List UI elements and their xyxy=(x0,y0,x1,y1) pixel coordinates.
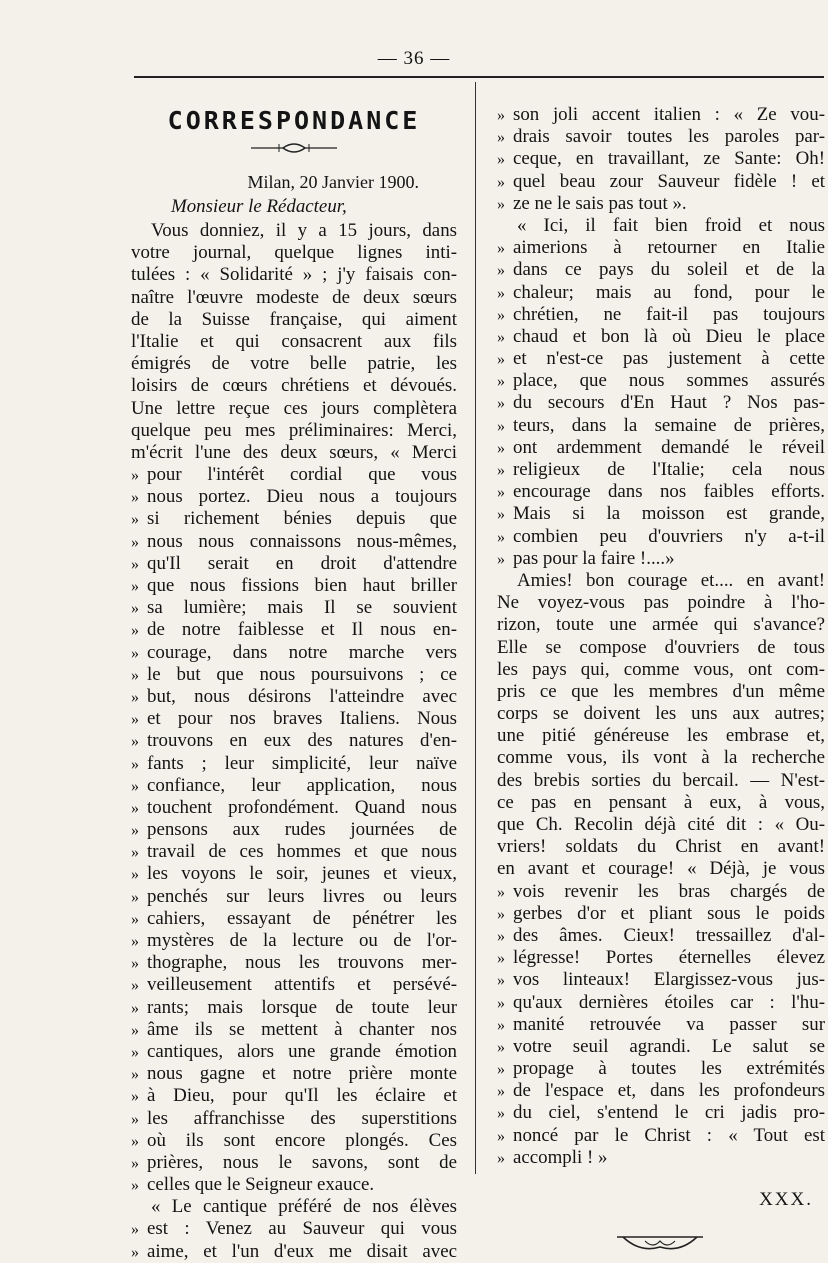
quote-mark: » xyxy=(131,777,139,795)
text-line xyxy=(131,1108,457,1130)
line-text: veilleusement attentifs et persévé- xyxy=(147,974,457,996)
text-line xyxy=(131,398,457,420)
line-text: légresse! Portes éternelles élevez xyxy=(513,947,825,969)
text-line xyxy=(131,420,457,442)
text-line xyxy=(131,375,457,397)
text-line xyxy=(131,442,457,464)
text-line xyxy=(131,309,457,331)
quote-mark: » xyxy=(497,173,505,191)
line-text: chaud et bon là où Dieu le place xyxy=(513,325,825,347)
text-line xyxy=(497,348,825,370)
quote-mark: » xyxy=(131,666,139,684)
line-text: cantiques, alors une grande émotion xyxy=(147,1040,457,1062)
text-line xyxy=(497,1036,825,1058)
quote-mark: » xyxy=(497,195,505,213)
line-text: penchés sur leurs livres ou leurs xyxy=(147,885,457,907)
text-line xyxy=(497,792,825,814)
quote-mark: » xyxy=(497,129,505,147)
line-text: les voyons le soir, jeunes et vieux, xyxy=(147,863,457,885)
quote-mark: » xyxy=(497,240,505,258)
text-line xyxy=(131,775,457,797)
text-line xyxy=(131,686,457,708)
text-line xyxy=(497,148,825,170)
quote-mark: » xyxy=(131,822,139,840)
quote-mark: » xyxy=(497,905,505,923)
quote-mark: » xyxy=(131,555,139,573)
text-line xyxy=(497,104,825,126)
line-text: ont ardemment demandé le réveil xyxy=(513,436,825,458)
quote-mark: » xyxy=(497,1038,505,1056)
line-text: travail de ces hommes et que nous xyxy=(147,841,457,863)
line-text: Une lettre reçue ces jours complètera xyxy=(131,397,457,419)
line-text: une pitié généreuse les embrase et, xyxy=(497,725,825,747)
text-line xyxy=(131,575,457,597)
quote-mark: » xyxy=(497,1127,505,1145)
dateline: Milan, 20 Janvier 1900. xyxy=(247,172,419,192)
text-line xyxy=(131,974,457,996)
line-text: de la Suisse française, qui aiment xyxy=(131,308,457,330)
line-text: pour l'intérêt cordial que vous xyxy=(147,464,457,486)
line-text: m'écrit l'une des deux sœurs, « Merci xyxy=(131,441,457,463)
text-line xyxy=(497,526,825,548)
text-line xyxy=(131,997,457,1019)
quote-mark: » xyxy=(497,1016,505,1034)
line-text: pensons aux rudes journées de xyxy=(147,819,457,841)
quote-mark: » xyxy=(497,439,505,457)
line-text: votre seuil agrandi. Le salut se xyxy=(513,1035,825,1057)
text-line xyxy=(497,614,825,636)
text-line xyxy=(131,1063,457,1085)
text-line xyxy=(497,747,825,769)
text-line xyxy=(131,1196,457,1218)
text-line xyxy=(497,659,825,681)
text-line xyxy=(497,326,825,348)
quote-mark: » xyxy=(131,600,139,618)
text-line xyxy=(131,797,457,819)
line-text: corps se doivent les uns aux autres; xyxy=(497,703,825,725)
text-line xyxy=(131,1019,457,1041)
line-text: celles que le Seigneur exauce. xyxy=(147,1174,375,1196)
heading-ornament xyxy=(131,138,457,164)
quote-mark: » xyxy=(497,883,505,901)
line-text: prières, nous le savons, sont de xyxy=(147,1151,457,1173)
left-body-text xyxy=(131,220,457,1263)
quote-mark: » xyxy=(131,1221,139,1239)
quote-mark: » xyxy=(497,1105,505,1123)
line-text: vos linteaux! Elargissez-vous jus- xyxy=(513,969,825,991)
line-text: âme ils se mettent à chanter nos xyxy=(147,1018,457,1040)
quote-mark: » xyxy=(131,1110,139,1128)
text-line xyxy=(497,1125,825,1147)
line-text: « Le cantique préféré de nos élèves xyxy=(151,1196,457,1218)
quote-mark: » xyxy=(131,644,139,662)
text-line xyxy=(497,415,825,437)
line-text: manité retrouvée va passer sur xyxy=(513,1013,825,1035)
quote-mark: » xyxy=(131,977,139,995)
quote-mark: » xyxy=(497,528,505,546)
header-rule xyxy=(134,76,824,78)
quote-mark: » xyxy=(131,578,139,595)
right-body-text xyxy=(497,104,825,1169)
text-line xyxy=(497,171,825,193)
text-line xyxy=(497,193,825,215)
quote-mark: » xyxy=(497,506,505,524)
text-line xyxy=(497,969,825,991)
text-line xyxy=(497,836,825,858)
line-text: Ne voyez-vous pas poindre à l'ho- xyxy=(497,592,825,614)
text-line xyxy=(131,508,457,530)
text-line xyxy=(497,437,825,459)
text-line xyxy=(131,753,457,775)
quote-mark: » xyxy=(131,688,139,706)
line-text: aimerions à retourner en Italie xyxy=(513,237,825,259)
text-line xyxy=(497,925,825,947)
line-text: ze ne le sais pas tout ». xyxy=(513,192,687,214)
quote-mark: » xyxy=(497,550,505,568)
text-line xyxy=(497,637,825,659)
quote-mark: » xyxy=(131,1088,139,1106)
text-line xyxy=(131,819,457,841)
text-line xyxy=(131,242,457,264)
text-line xyxy=(497,282,825,304)
line-text: accompli ! » xyxy=(513,1146,608,1168)
quote-mark: » xyxy=(131,999,139,1017)
line-text: fants ; leur simplicité, leur naïve xyxy=(147,752,457,774)
text-line xyxy=(131,863,457,885)
line-text: vriers! soldats du Christ en avant! xyxy=(497,836,825,858)
text-line xyxy=(131,730,457,752)
article-heading: CORRESPONDANCE xyxy=(167,106,421,135)
line-text: mystères de la lecture ou de l'or- xyxy=(147,930,457,951)
quote-mark: » xyxy=(131,467,139,485)
line-text: des brebis sorties du bercail. — N'est- xyxy=(497,769,825,791)
line-text: propage à toutes les extrémités xyxy=(513,1058,825,1080)
text-line xyxy=(131,553,457,575)
text-line xyxy=(497,770,825,792)
text-line xyxy=(131,464,457,486)
quote-mark: » xyxy=(131,1132,139,1150)
quote-mark: » xyxy=(497,462,505,479)
line-text: les pays qui, comme vous, ont com- xyxy=(497,658,825,680)
text-line xyxy=(497,548,825,570)
quote-mark: » xyxy=(497,972,505,990)
line-text: de l'espace et, dans les profondeurs xyxy=(513,1080,825,1102)
quote-mark: » xyxy=(131,533,139,551)
line-text: combien peu d'ouvriers n'y a-t-il xyxy=(513,525,825,547)
quote-mark: » xyxy=(497,1083,505,1101)
quote-mark: » xyxy=(131,1154,139,1172)
quote-mark: » xyxy=(131,622,139,640)
quote-mark: » xyxy=(131,1066,139,1084)
line-text: Elle se compose d'ouvriers de tous xyxy=(497,636,825,658)
text-line xyxy=(497,814,825,836)
quote-mark: » xyxy=(131,888,139,906)
text-line xyxy=(497,237,825,259)
quote-mark: » xyxy=(131,1043,139,1061)
right-column xyxy=(497,104,825,1257)
quote-mark: » xyxy=(131,910,139,928)
text-line xyxy=(131,220,457,242)
text-line xyxy=(497,570,825,592)
quote-mark: » xyxy=(131,933,139,950)
text-line xyxy=(131,264,457,286)
line-text: dans ce pays du soleil et de la xyxy=(513,259,825,281)
text-line xyxy=(497,215,825,237)
line-text: Vous donniez, il y a 15 jours, dans xyxy=(151,220,457,241)
text-line xyxy=(497,370,825,392)
text-line xyxy=(497,1058,825,1080)
text-line xyxy=(497,503,825,525)
line-text: vois revenir les bras chargés de xyxy=(513,880,825,902)
quote-mark: » xyxy=(497,151,505,169)
text-line xyxy=(131,1174,457,1196)
quote-mark: » xyxy=(131,1021,139,1039)
text-line xyxy=(497,725,825,747)
quote-mark: » xyxy=(131,711,139,729)
line-text: but, nous désirons l'atteindre avec xyxy=(147,685,457,707)
quote-mark: » xyxy=(497,1061,505,1079)
line-text: ce pas en pensant à eux, à vous, xyxy=(497,791,825,813)
line-text: nous nous connaissons nous-mêmes, xyxy=(147,530,457,552)
quote-mark: » xyxy=(497,284,505,302)
line-text: naître l'œuvre modeste de deux sœurs xyxy=(131,286,457,308)
line-text: votre journal, quelque lignes inti- xyxy=(131,242,457,264)
text-line xyxy=(131,708,457,730)
quote-mark: » xyxy=(497,1149,505,1167)
text-line xyxy=(131,1152,457,1174)
line-text: thographe, nous les trouvons mer- xyxy=(147,952,457,974)
line-text: pris ce que les membres d'un même xyxy=(497,680,825,702)
line-text: encourage dans nos faibles efforts. xyxy=(513,481,825,503)
line-text: chrétien, ne fait-il pas toujours xyxy=(513,303,825,325)
line-text: nous gagne et notre prière monte xyxy=(147,1063,457,1085)
quote-mark: » xyxy=(497,351,505,369)
line-text: quel beau zour Sauveur fidèle ! et xyxy=(513,170,825,192)
text-line xyxy=(497,947,825,969)
text-line xyxy=(497,304,825,326)
quote-mark: » xyxy=(497,306,505,324)
text-line xyxy=(497,1102,825,1124)
line-text: nous portez. Dieu nous a toujours xyxy=(147,486,457,508)
left-column xyxy=(131,104,457,1263)
text-line xyxy=(131,1130,457,1152)
line-text: rants; mais lorsque de toute leur xyxy=(147,996,457,1018)
quote-mark: » xyxy=(497,373,505,391)
text-line xyxy=(497,259,825,281)
line-text: qu'aux dernières étoiles car : l'hu- xyxy=(513,991,825,1013)
text-line xyxy=(131,531,457,553)
quote-mark: » xyxy=(131,755,139,773)
line-text: de notre faiblesse et Il nous en- xyxy=(147,619,457,641)
line-text: gerbes d'or et pliant sous le poids xyxy=(513,902,825,924)
line-text: son joli accent italien : « Ze vou- xyxy=(513,104,825,125)
quote-mark: » xyxy=(497,994,505,1012)
line-text: Amies! bon courage et.... en avant! xyxy=(517,569,825,591)
quote-mark: » xyxy=(131,1243,139,1261)
line-text: le but que nous poursuivons ; ce xyxy=(147,663,457,685)
line-text: loisirs de cœurs chrétiens et dévoués. xyxy=(131,375,457,397)
text-line xyxy=(131,886,457,908)
quote-mark: » xyxy=(497,107,505,124)
text-line xyxy=(497,481,825,503)
line-text: aime, et l'un d'eux me disait avec xyxy=(147,1240,457,1262)
line-text: comme vous, ils vont à la recherche xyxy=(497,747,825,769)
quote-mark: » xyxy=(131,866,139,884)
line-text: pas pour la faire !....» xyxy=(513,547,675,569)
text-line xyxy=(131,287,457,309)
line-text: émigrés de votre belle patrie, les xyxy=(131,353,457,375)
quote-mark: » xyxy=(497,395,505,413)
text-line xyxy=(131,1241,457,1263)
quote-mark: » xyxy=(497,484,505,502)
text-line xyxy=(497,992,825,1014)
line-text: place, que nous sommes assurés xyxy=(513,370,825,392)
text-line xyxy=(131,331,457,353)
line-text: en avant et courage! « Déjà, je vous xyxy=(497,858,825,880)
quote-mark: » xyxy=(131,799,139,817)
line-text: ceque, en travaillant, ze Sante: Oh! xyxy=(513,148,825,170)
text-line xyxy=(497,126,825,148)
line-text: confiance, leur application, nous xyxy=(147,774,457,796)
line-text: et pour nos braves Italiens. Nous xyxy=(147,708,457,730)
text-line xyxy=(131,486,457,508)
text-line xyxy=(497,459,825,481)
quote-mark: » xyxy=(497,950,505,968)
closing-ornament xyxy=(497,1231,825,1257)
quote-mark: » xyxy=(131,1177,139,1195)
line-text: tulées : « Solidarité » ; j'y faisais con- xyxy=(131,264,457,286)
line-text: des âmes. Cieux! tressaillez d'al- xyxy=(513,924,825,946)
text-line xyxy=(497,703,825,725)
line-text: Mais si la moisson est grande, xyxy=(513,503,825,525)
line-text: que nous fissions bien haut briller xyxy=(147,575,457,596)
line-text: touchent profondément. Quand nous xyxy=(147,796,457,818)
column-divider xyxy=(475,82,476,1174)
text-line xyxy=(131,1041,457,1063)
quote-mark: » xyxy=(497,417,505,435)
text-line xyxy=(497,858,825,880)
line-text: noncé par le Christ : « Tout est xyxy=(513,1124,825,1146)
text-line xyxy=(131,1218,457,1240)
line-text: à Dieu, pour qu'Il les éclaire et xyxy=(147,1085,457,1107)
line-text: « Ici, il fait bien froid et nous xyxy=(517,214,825,236)
line-text: du ciel, s'entend le cri jadis pro- xyxy=(513,1102,825,1124)
text-line xyxy=(497,1080,825,1102)
page-number: — 36 — xyxy=(377,48,451,69)
quote-mark: » xyxy=(497,262,505,280)
text-line xyxy=(131,1085,457,1107)
line-text: qu'Il serait en droit d'attendre xyxy=(147,552,457,574)
line-text: religieux de l'Italie; cela nous xyxy=(513,459,825,480)
line-text: est : Venez au Sauveur qui vous xyxy=(147,1218,457,1240)
line-text: cahiers, essayant de pénétrer les xyxy=(147,907,457,929)
text-line xyxy=(131,841,457,863)
line-text: que Ch. Recolin déjà cité dit : « Ou- xyxy=(497,814,825,835)
line-text: si richement bénies depuis que xyxy=(147,508,457,530)
quote-mark: » xyxy=(497,927,505,945)
text-line xyxy=(497,1014,825,1036)
quote-mark: » xyxy=(131,489,139,507)
text-line xyxy=(131,353,457,375)
text-line xyxy=(497,881,825,903)
line-text: l'Italie et qui consacrent aux fils xyxy=(131,330,457,352)
text-line xyxy=(131,952,457,974)
line-text: chaleur; mais au fond, pour le xyxy=(513,281,825,303)
line-text: trouvons en eux des natures d'en- xyxy=(147,730,457,752)
quote-mark: » xyxy=(497,328,505,346)
quote-mark: » xyxy=(131,844,139,862)
line-text: et n'est-ce pas justement à cette xyxy=(513,348,825,370)
quote-mark: » xyxy=(131,955,139,973)
line-text: les affranchisse des superstitions xyxy=(147,1107,457,1129)
line-text: rizon, toute une armée qui s'avance? xyxy=(497,614,825,636)
salutation: Monsieur le Rédacteur, xyxy=(171,196,347,217)
text-line xyxy=(497,1147,825,1169)
text-line xyxy=(131,664,457,686)
text-line xyxy=(131,908,457,930)
text-line xyxy=(497,392,825,414)
text-line xyxy=(131,642,457,664)
text-line xyxy=(131,930,457,952)
quote-mark: » xyxy=(131,733,139,751)
line-text: où ils sont encore plongés. Ces xyxy=(147,1129,457,1151)
line-text: courage, dans notre marche vers xyxy=(147,641,457,663)
signature: XXX. xyxy=(759,1189,813,1210)
line-text: drais savoir toutes les paroles par- xyxy=(513,126,825,148)
line-text: teurs, dans la semaine de prières, xyxy=(513,414,825,436)
line-text: sa lumière; mais Il se souvient xyxy=(147,597,457,619)
text-line xyxy=(497,681,825,703)
text-line xyxy=(497,903,825,925)
line-text: du secours d'En Haut ? Nos pas- xyxy=(513,392,825,414)
line-text: quelque peu mes préliminaires: Merci, xyxy=(131,419,457,441)
quote-mark: » xyxy=(131,511,139,529)
text-line xyxy=(497,592,825,614)
text-line xyxy=(131,597,457,619)
text-line xyxy=(131,619,457,641)
